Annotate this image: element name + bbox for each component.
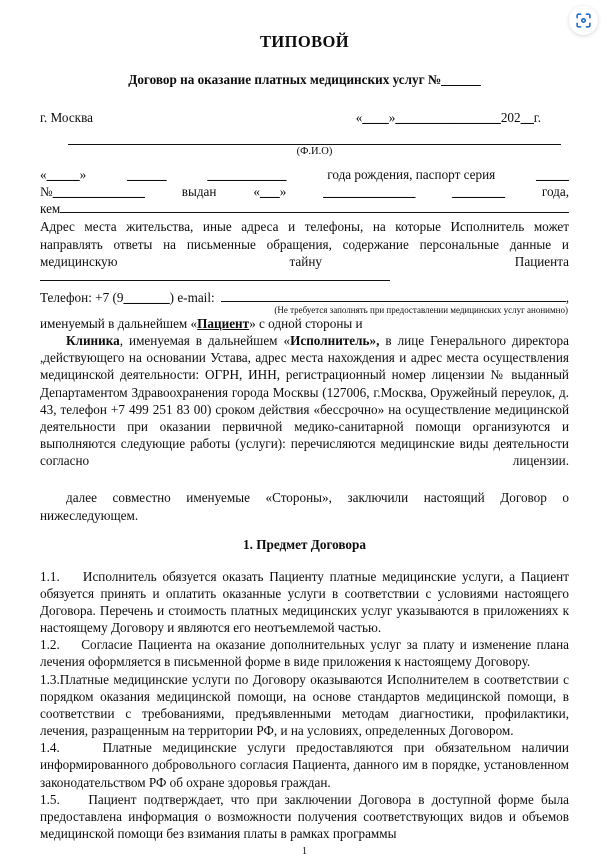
- passport-issued-label: выдан: [181, 184, 217, 200]
- birth-passport-text: года рождения, паспорт серия: [327, 167, 496, 182]
- contract-number-blank: ______: [441, 72, 481, 87]
- patient-term: Пациент: [197, 315, 250, 331]
- email-label: ) e-mail:: [169, 289, 215, 305]
- executor-term: Исполнитель»,: [290, 333, 380, 349]
- contract-subtitle: [40, 52, 569, 88]
- fio-field: [40, 126, 569, 157]
- issued-month-blank: ______________: [323, 184, 416, 200]
- clause-text: Пациент подтверждает, что при заключении Договора в доступной форме была предоставлена информация о возможности получения соответствующих видов и объемов медицинской помощи без взимания платы в рамках программы: [40, 791, 569, 841]
- contract-subtitle-text: Договор на оказание платных медицинских услуг №: [128, 72, 442, 87]
- issuer-label: кем: [40, 201, 61, 217]
- issuer-blank: [60, 201, 569, 213]
- passport-block: [40, 157, 569, 217]
- birth-day-blank: _____: [46, 167, 80, 182]
- email-blank: [221, 290, 566, 302]
- passport-series-blank: _____: [536, 167, 570, 182]
- date-month-blank: ________________: [395, 110, 501, 125]
- passport-issue-line: [40, 183, 569, 200]
- clause-text: Согласие Пациента на оказание дополнительных услуг за плату и изменение плана лечения оформляется в письменной форме в виде приложения к настоящему Договору.: [40, 637, 570, 670]
- issued-open-quote: «: [253, 184, 260, 200]
- clause-1-2: [40, 636, 569, 670]
- date-day-blank: ____: [362, 110, 389, 125]
- passport-number-label: №: [40, 184, 53, 200]
- clause-text: Платные медицинские услуги по Договору оказываются Исполнителем в соответствии с порядком оказания медицинской помощи, на основе стандартов медицинской помощи, в соответствии с требованиями, предъявленными методам диагностики, профилактики, лечения, разращенным на территории РФ, и на условиях, определенных Договором.: [40, 671, 569, 739]
- clause-text: Исполнитель обязуется оказать Пациенту платные медицинские услуги, а Пациент обязуется принять и оплатить оказанные услуги в соответствии с условиями настоящего Договора. Перечень и стоимость платных медицинских услуг указываются в приложениях к настоящему Договору и являются его неотъемлемой частью.: [40, 568, 570, 636]
- clause-1-4: [40, 739, 569, 790]
- phone-email-line: [40, 281, 569, 306]
- date-year-prefix: 202: [500, 110, 521, 125]
- address-paragraph: Адрес места жительства, иные адреса и телефоны, на которые Исполнитель может направлять ответы на письменные обращения, содержание персональные данные и медицинскую тайну Пациента: [40, 219, 569, 269]
- clinic-party-rest: в лице Генерального директора ,действующего на основании Устава, адрес места нахождения и адрес места осуществления медицинской деятельности: ОГРН, ИНН, регистрационный номер лицензии № выданный Департаментом Здравоохранения города Москвы (127006, г.Москва, Оружейный переулок, д. 43, телефон +7 499 251 83 00) сроком действия «бессрочно» на осуществление медицинской деятельности при оказании первичной медико-санитарной помощи организуются и выполняются следующие работы (услуги): перечисляются медицинские виды деятельности согласно лицензии.: [40, 333, 569, 469]
- clause-number: 1.4.: [40, 740, 60, 756]
- issued-year-text: года,: [541, 184, 570, 200]
- phone-trailing-comma: ,: [565, 289, 569, 305]
- date-year-blank: __: [520, 110, 534, 125]
- city-date-row: [40, 88, 569, 126]
- date-year-suffix: г.: [533, 110, 541, 125]
- passport-issuer-line: [40, 200, 569, 217]
- anonymity-note: (Не требуется заполнять при предоставлении медицинских услуг анонимно): [274, 304, 568, 315]
- patient-party-suffix: » с одной стороны и: [249, 315, 363, 331]
- issued-year-blank: ________: [452, 184, 506, 200]
- clause-number: 1.5.: [40, 791, 60, 807]
- clause-number: 1.3.: [40, 671, 60, 687]
- scan-frame-icon: [575, 12, 592, 29]
- scan-document-button[interactable]: [569, 6, 598, 35]
- clause-1-5: [40, 791, 569, 842]
- date-open-quote: «: [355, 110, 363, 125]
- address-block: [40, 217, 569, 280]
- clinic-party-mid: , именуемая в дальнейшем «: [119, 333, 291, 349]
- issued-day-blank: ___: [259, 184, 280, 200]
- birth-month-blank: ______: [126, 167, 167, 182]
- city-label: г. Москва: [40, 110, 93, 125]
- page-number: 1: [302, 846, 307, 857]
- date-close-quote: »: [388, 110, 396, 125]
- clause-text: Платные медицинские услуги предоставляются при обязательном наличии информированного добровольного согласия Пациента, данного им в порядке, установленном законодательством РФ об охране здоровья граждан.: [40, 740, 569, 790]
- birth-open-quote: «: [40, 167, 47, 182]
- phone-label: Телефон: +7 (9: [40, 289, 124, 305]
- birth-close-quote: »: [79, 167, 87, 182]
- clinic-term: Клиника: [66, 333, 120, 349]
- clause-number: 1.2.: [40, 637, 60, 653]
- issued-close-quote: »: [279, 184, 287, 200]
- patient-party-line: [40, 315, 569, 332]
- phone-blank: _______: [123, 289, 170, 305]
- clause-1-3: [40, 671, 569, 740]
- patient-party-prefix: именуемый в дальнейшем «: [40, 315, 198, 331]
- page-title: ТИПОВОЙ: [260, 32, 349, 51]
- clause-1-1: [40, 568, 569, 637]
- clause-number: 1.1.: [40, 568, 60, 584]
- section-heading-1: 1. Предмет Договора: [243, 536, 366, 552]
- birth-year-blank: ____________: [207, 167, 287, 182]
- fio-label: (Ф.И.О): [296, 146, 333, 157]
- parties-paragraph: далее совместно именуемые «Стороны», заключили настоящий Договор о нижеследующем.: [40, 490, 569, 523]
- clinic-party-paragraph: [40, 332, 569, 469]
- passport-number-blank: ______________: [52, 184, 145, 200]
- date-line: [356, 110, 569, 126]
- passport-birth-line: [40, 166, 569, 183]
